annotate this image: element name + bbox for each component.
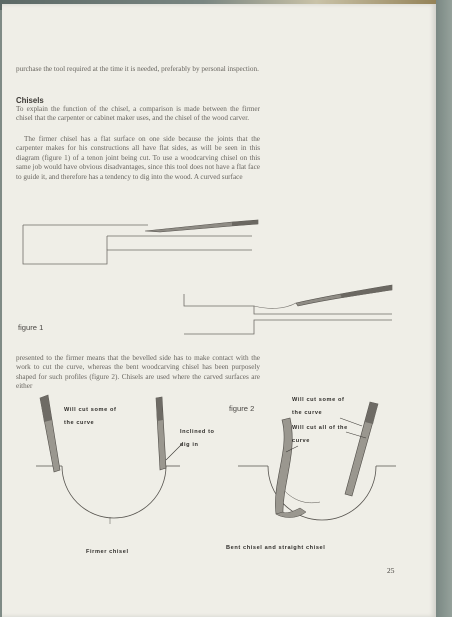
bent-chisel <box>275 418 292 516</box>
intro-paragraph: purchase the tool required at the time it is needed, preferably by personal inspection. <box>16 65 259 73</box>
figure1-bottom-diagram <box>184 294 392 334</box>
label-inclined-to-dig: Inclined to dig in <box>180 429 215 448</box>
section-heading: Chisels <box>16 96 44 105</box>
paragraph-3: presented to the firmer means that the bevelled side has to make contact with the work to cut the curve, whereas the bent woodcarving chisel has been purposely shaped for such profiles (figure 2). Chisels are used where the carved surfaces are either <box>16 354 260 391</box>
label-firmer-chisel: Firmer chisel <box>86 549 129 555</box>
figure1-top-diagram <box>23 225 252 264</box>
page-number: 25 <box>387 566 395 575</box>
label-will-cut-all: Will cut all of the curve <box>292 425 348 444</box>
label-will-cut-some-right: Will cut some of the curve <box>292 397 345 416</box>
figure1-caption: figure 1 <box>18 323 44 332</box>
figure2-right-diagram <box>238 466 396 520</box>
figure2-left-diagram <box>36 466 180 524</box>
paragraph-2: The firmer chisel has a flat surface on one side because the joints that the carpenter makes for his constructions all have flat sides, as will be seen in this diagram (figure 1) of a tenon joint being cut. To use a woodcarving chisel on this same job would have obvious disadvantages, since this tool does not have a flat face to guide it, and therefore has a tendency to dig into the wood. A curved surface <box>16 135 260 181</box>
label-bent-and-straight-chisel: Bent chisel and straight chisel <box>226 545 326 551</box>
label-will-cut-some-left: Will cut some of the curve <box>64 407 117 426</box>
figure2-caption: figure 2 <box>229 404 255 413</box>
paragraph-1: To explain the function of the chisel, a comparison is made between the firmer chisel that the carpenter or cabinet maker uses, and the chisel of the wood carver. <box>16 105 260 123</box>
